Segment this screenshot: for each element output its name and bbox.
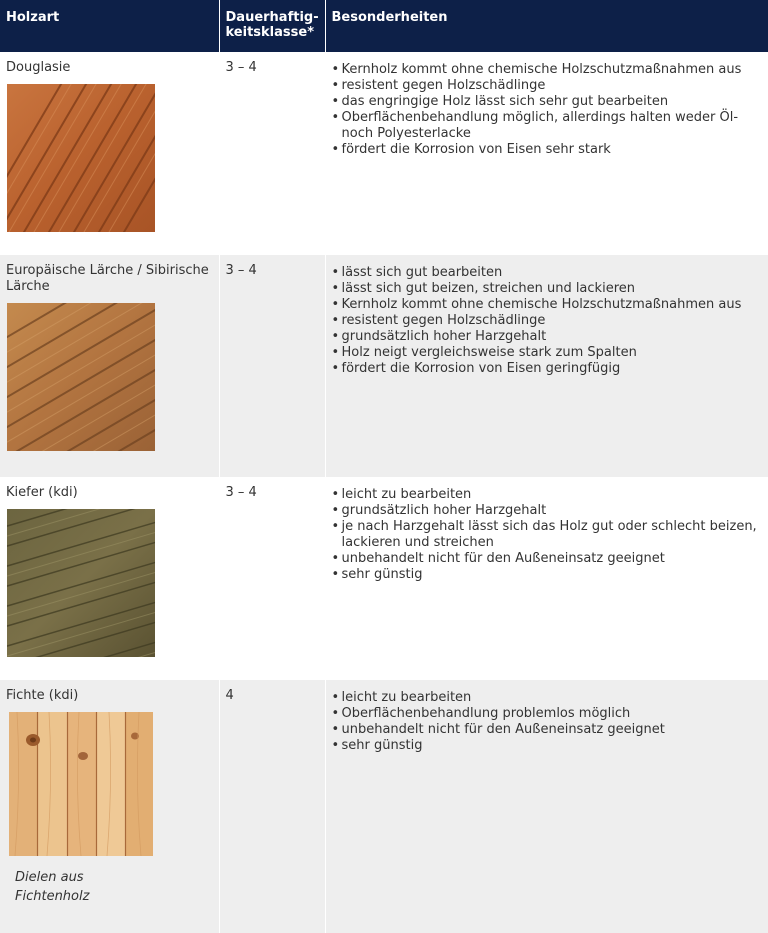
table-header-row [0,0,768,52]
list-item: • das engringige Holz lässt sich sehr gut bearbeiten [332,94,761,110]
list-item: • grundsätzlich hoher Harzgehalt [332,329,761,345]
durability-class: 4 [225,688,234,703]
spruce-planks-image [9,712,153,856]
table-row-douglasie [0,52,768,255]
list-item: • Kernholz kommt ohne chemische Holzschutzmaßnahmen aus [332,297,761,313]
header-klasse-line2: keitsklasse* [225,25,314,40]
cell-besonderheiten [325,255,768,477]
table-row-kiefer [0,477,768,680]
header-holzart: Holzart [0,0,219,52]
cell-klasse [219,680,325,933]
douglas-fir-decking-image [7,84,155,232]
list-item: • lässt sich gut beizen, streichen und lackieren [332,281,761,297]
list-item: • unbehandelt nicht für den Außeneinsatz geeignet [332,551,761,567]
list-item: • leicht zu bearbeiten [332,690,761,706]
cell-holzart [0,477,219,680]
caption-line2: Fichtenholz [15,889,90,904]
list-item: • resistent gegen Holzschädlinge [332,313,761,329]
wood-name: Kiefer (kdi) [6,485,78,500]
cell-klasse [219,52,325,255]
image-caption [0,860,219,906]
cell-holzart [0,52,219,255]
header-besonderheiten: Besonderheiten [325,0,768,52]
caption-line1: Dielen aus [15,870,84,885]
list-item: • resistent gegen Holzschädlinge [332,78,761,94]
list-item: • lässt sich gut bearbeiten [332,265,761,281]
table-row-laerche [0,255,768,477]
cell-klasse [219,255,325,477]
cell-besonderheiten [325,477,768,680]
feature-list [326,255,768,377]
pine-decking-image [7,509,155,657]
list-item: • leicht zu bearbeiten [332,487,761,503]
list-item: • grundsätzlich hoher Harzgehalt [332,503,761,519]
header-klasse-line1: Dauerhaftig- [225,10,319,25]
larch-decking-image [7,303,155,451]
list-item: • Kernholz kommt ohne chemische Holzschutzmaßnahmen aus [332,62,761,78]
table-row-fichte [0,680,768,933]
feature-list [326,680,768,754]
durability-class: 3 – 4 [225,485,257,500]
cell-holzart [0,255,219,477]
list-item: • fördert die Korrosion von Eisen geringfügig [332,361,761,377]
list-item: • unbehandelt nicht für den Außeneinsatz geeignet [332,722,761,738]
feature-list [326,52,768,158]
header-dauerhaftigkeitsklasse [219,0,325,52]
list-item: • Holz neigt vergleichsweise stark zum Spalten [332,345,761,361]
durability-class: 3 – 4 [225,60,257,75]
cell-klasse [219,477,325,680]
list-item: • sehr günstig [332,567,761,583]
list-item: • Oberflächenbehandlung möglich, allerdings halten weder Öl- noch Polyesterlacke [332,110,761,142]
list-item: • sehr günstig [332,738,761,754]
list-item: • je nach Harzgehalt lässt sich das Holz gut oder schlecht beizen, lackieren und streichen [332,519,761,551]
list-item: • Oberflächenbehandlung problemlos möglich [332,706,761,722]
wood-name: Fichte (kdi) [6,688,79,703]
feature-list [326,477,768,583]
durability-class: 3 – 4 [225,263,257,278]
wood-name: Douglasie [6,60,71,75]
list-item: • fördert die Korrosion von Eisen sehr stark [332,142,761,158]
cell-holzart [0,680,219,933]
cell-besonderheiten [325,52,768,255]
wood-name: Europäische Lärche / Sibirische Lärche [6,263,209,294]
cell-besonderheiten [325,680,768,933]
